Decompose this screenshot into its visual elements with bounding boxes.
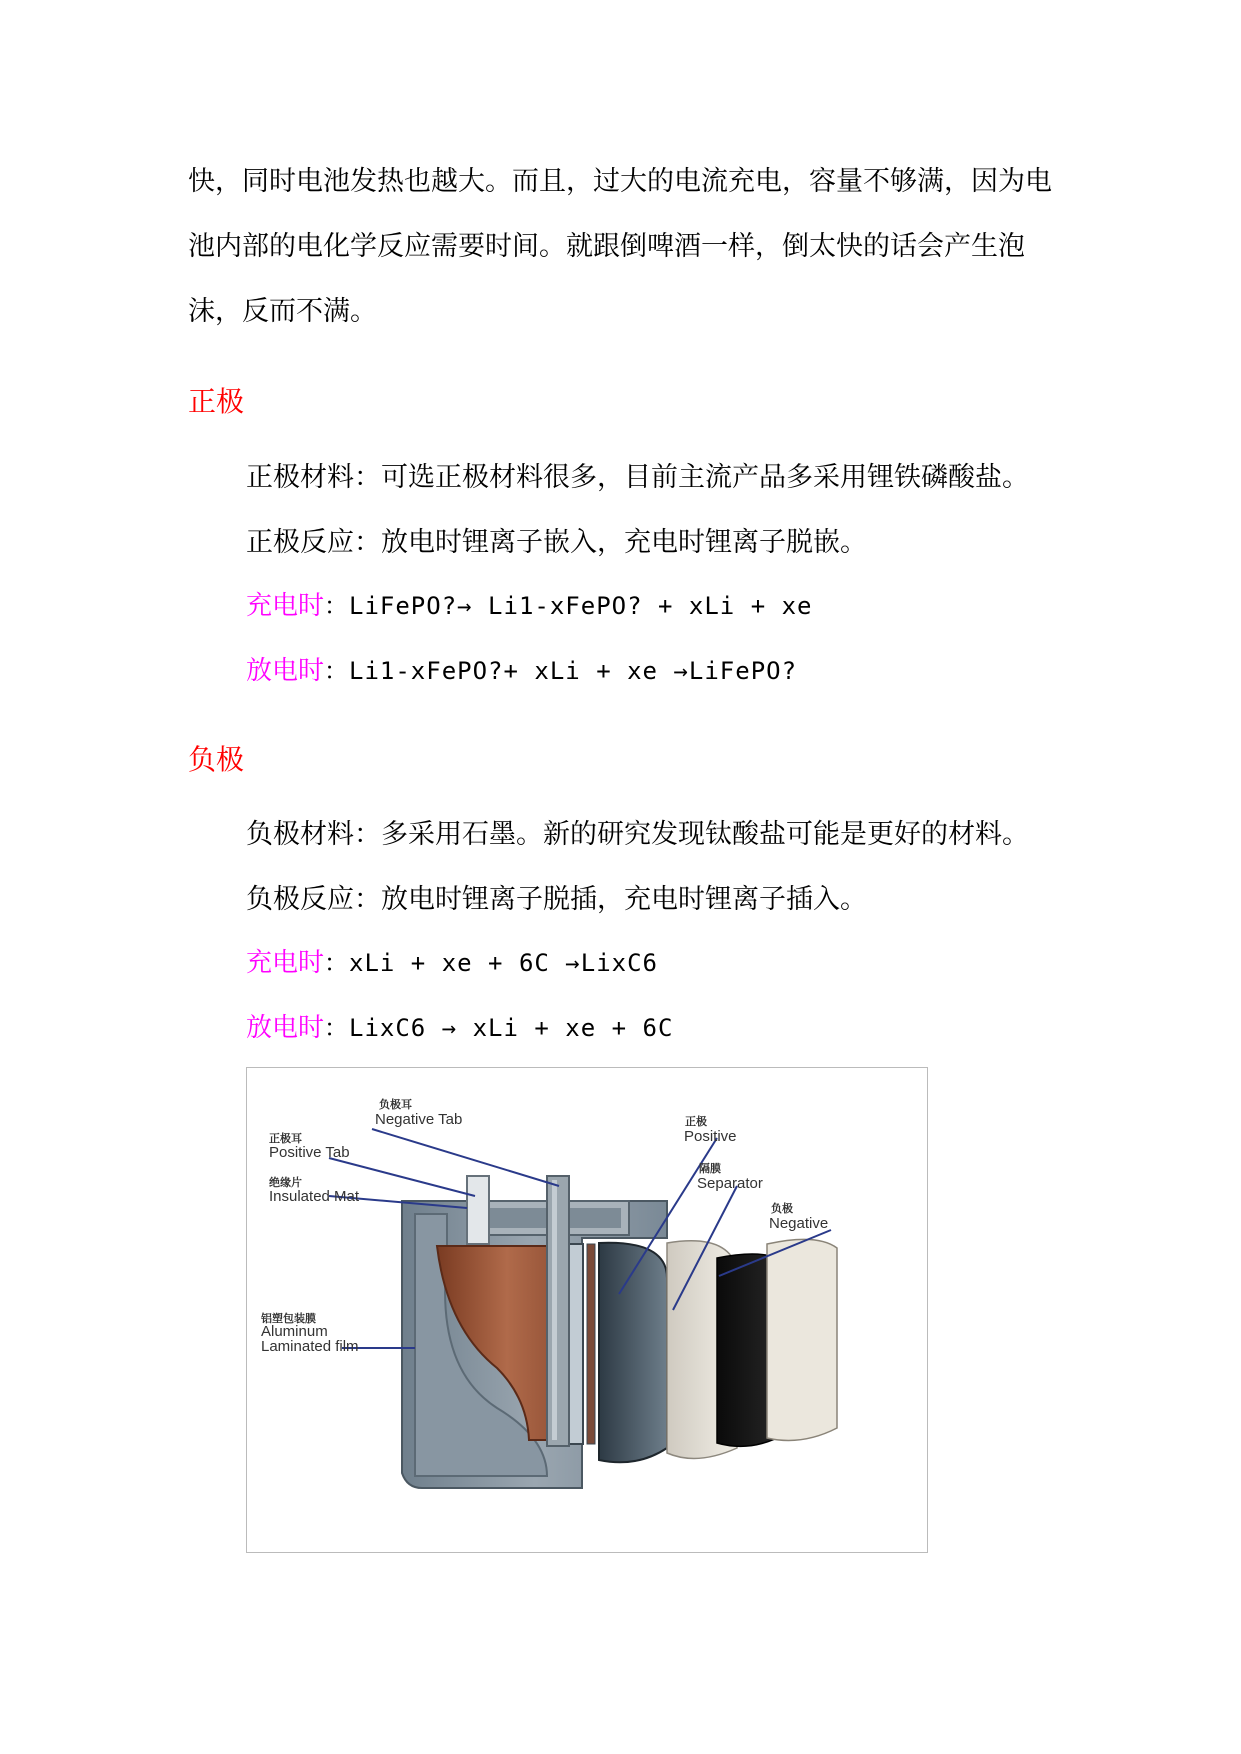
positive-tab <box>467 1176 489 1244</box>
positive-reaction: 正极反应：放电时锂离子嵌入，充电时锂离子脱嵌。 <box>246 527 867 558</box>
positive-charge-equation <box>246 585 813 622</box>
charge-label: 充电时 <box>246 948 325 978</box>
positive-discharge-equation <box>246 650 797 687</box>
battery-diagram <box>247 1068 927 1552</box>
battery-structure-figure <box>246 1067 928 1553</box>
negative-label-en: Negative <box>769 1215 829 1232</box>
separator-label-en: Separator <box>697 1175 763 1192</box>
separator-label-cn: 隔膜 <box>699 1163 721 1175</box>
positive-tab-label-en: Positive Tab <box>269 1144 350 1161</box>
negative-reaction: 负极反应：放电时锂离子脱插，充电时锂离子插入。 <box>246 884 867 915</box>
discharge-formula: ：Li1-xFePO?+ xLi + xe →LiFePO? <box>324 657 798 685</box>
negative-tab <box>547 1176 569 1446</box>
negative-heading: 负极 <box>188 743 245 776</box>
discharge-label: 放电时 <box>246 1013 325 1043</box>
aluminum-film-label-en2: Laminated film <box>261 1338 359 1355</box>
intro-paragraph: 快，同时电池发热也越大。而且，过大的电流充电，容量不够满，因为电池内部的电化学反应需要时间。就跟倒啤酒一样，倒太快的话会产生泡沫，反而不满。 <box>188 166 1052 327</box>
aluminum-film-label-cn: 铝塑包装膜 <box>261 1313 316 1325</box>
charge-formula: ：xLi + xe + 6C →LixC6 <box>324 949 658 977</box>
discharge-label: 放电时 <box>246 656 325 686</box>
insulated-mat-label-en: Insulated Mat <box>269 1188 360 1205</box>
positive-tab-label-cn: 正极耳 <box>269 1133 302 1145</box>
negative-discharge-equation <box>246 1007 673 1044</box>
positive-label-en: Positive <box>684 1128 737 1145</box>
charge-label: 充电时 <box>246 591 325 621</box>
positive-material: 正极材料：可选正极材料很多，目前主流产品多采用锂铁磷酸盐。 <box>246 462 1029 493</box>
negative-tab-label-en: Negative Tab <box>375 1111 463 1128</box>
positive-layer <box>599 1243 667 1463</box>
negative-material: 负极材料：多采用石墨。新的研究发现钛酸盐可能是更好的材料。 <box>246 819 1029 850</box>
negative-film <box>767 1239 837 1440</box>
charge-formula: ：LiFePO?→ Li1-xFePO? + xLi + xe <box>324 592 813 620</box>
positive-label-cn: 正极 <box>685 1116 707 1128</box>
insulated-mat-label-cn: 绝缘片 <box>269 1177 302 1189</box>
aluminum-film-label-en1: Aluminum <box>261 1323 328 1340</box>
discharge-formula: ：LixC6 → xLi + xe + 6C <box>324 1014 674 1042</box>
negative-label-cn: 负极 <box>771 1203 793 1215</box>
positive-heading: 正极 <box>188 385 245 418</box>
negative-charge-equation <box>246 942 658 979</box>
negative-tab-label-cn: 负极耳 <box>379 1099 412 1111</box>
